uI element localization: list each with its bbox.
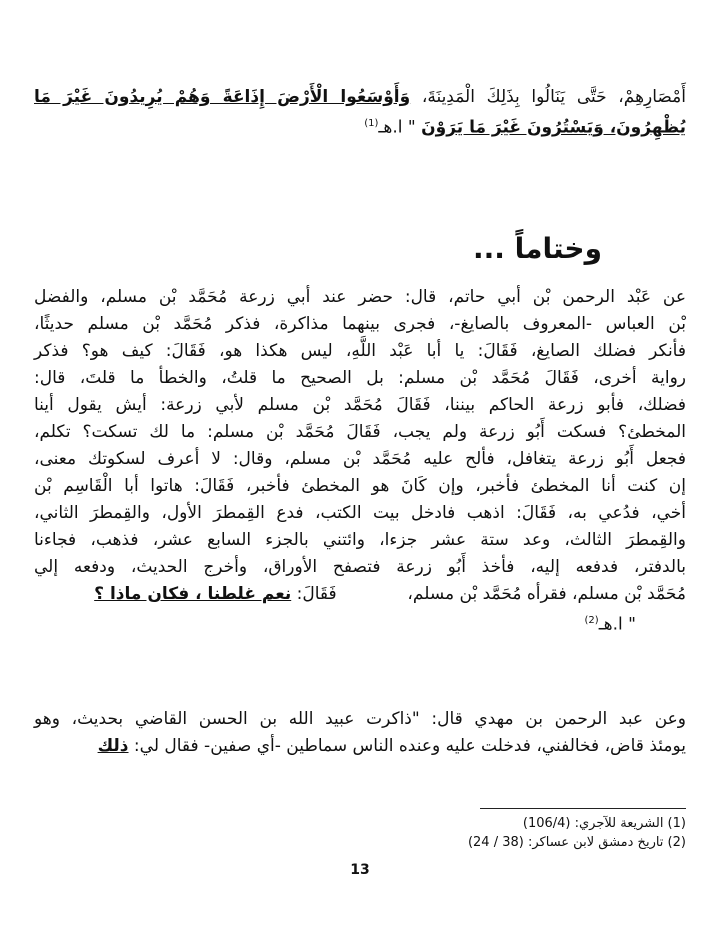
section-heading: وختاماً ... [472, 232, 602, 265]
body-line-12-emphasis: نعم غلطنا ، فكان ماذا ؟ [94, 584, 292, 604]
body-line-quote [34, 583, 686, 605]
footnote-ref-1: (1) [364, 118, 379, 129]
body-line: فضلك، فأبو زرعة الحاكم بيننا، فَقَالَ مُحَمَّد بْن مسلم لأبي زرعة: أيش يقول أينا [34, 395, 686, 415]
body-line: رواية أخرى، فَقَالَ مُحَمَّد بْن مسلم: بل الصحيح ما قلتُ، والخطأ ما قلتَ، قال: [34, 368, 686, 388]
body-line-12-said: فَقَالَ: [296, 584, 337, 604]
body-line: بالدفتر، فدفعه إليه، فأخذ أَبُو زرعة فتصفح الأوراق، وأخرج الحديث، ودفعه إلي [34, 557, 686, 577]
page-number: 13 [350, 862, 370, 878]
body-line: فأنكر فضلك الصايغ، فَقَالَ: يا أبا عَبْد اللَّهِ، ليس هكذا هو، فَقَالَ: كيف هو؟ فذكر [34, 341, 686, 361]
footnote-divider [480, 808, 686, 809]
body-line: عن عَبْد الرحمن بْن أبي حاتم، قال: حضر عند أبي زرعة مُحَمَّد بْن مسلم، والفضل [34, 287, 686, 307]
body-line: أخي، فدُعي به، فَقَالَ: اذهب فادخل بيت الكتب، فدع القِمطرَ الأول، والقِمطرَ الثاني، [34, 503, 686, 523]
body-line-13-end: " ا.هـ [598, 614, 636, 635]
top-line-1-text: أَمْصَارِهِمْ، حَتَّى يَنَالُوا بِذَلِكَ الْمَدِينَةَ، [410, 87, 687, 107]
footnote-2: (2) تاريخ دمشق لابن عساكر: (38 / 24) [467, 835, 686, 850]
footnote-ref-2: (2) [584, 615, 599, 626]
para2-line: وعن عبد الرحمن بن مهدي قال: "ذاكرت عبيد الله بن الحسن القاضي بحديث، وهو [34, 709, 686, 729]
para2-line-2 [34, 735, 686, 757]
body-line: والقِمطرَ الثالث، وعد ستة عشر جزءا، وائتني بالجزء السابع عشر، فذهب، فجاءنا [34, 530, 686, 550]
body-line-12-text: مُحَمَّد بْن مسلم، فقرأه مُحَمَّد بْن مسلم، [407, 584, 686, 604]
body-line: فجعل أَبُو زرعة يتغافل، فألح عليه مُحَمَّد بْن مسلم، وقال: لا أعرف لسكوتك معنى، [34, 449, 686, 469]
body-line: إن كنت أنا المخطئ فأخبر، وإن كَانَ هو المخطئ فأخبر، فَقَالَ: هاتوا أبا الْقَاسِم بْن [34, 476, 686, 496]
top-line-2-emphasis: يُظْهِرُونَ، وَيَسْتُرُونَ غَيْرَ مَا يَرَوْنَ [421, 117, 686, 138]
body-line-13 [585, 610, 636, 636]
para2-emphasis: ذلك [97, 736, 129, 756]
top-line-2-end: " ا.هـ [378, 117, 416, 138]
body-line: بْن العباس -المعروف بالصايغ-، فجرى بينهما مذاكرة، فذكر مُحَمَّد بْن مسلم حديثًا، [34, 314, 686, 334]
body-line: المخطئ؟ فسكت أَبُو زرعة ولم يجب، فَقَالَ مُحَمَّد بْن مسلم: ما لك تسكت؟ تكلم، [34, 422, 686, 442]
para2-line-2-text: يومئذ قاض، فخالفني، فدخلت عليه وعنده الناس سماطين -أي صفين- فقال لي: [128, 736, 686, 756]
top-line-2 [34, 113, 686, 139]
top-line-1 [34, 86, 686, 108]
top-line-1-emphasis: وَأَوْسَعُوا الْأَرْضَ إِذَاعَةً وَهُمْ يُرِيدُونَ غَيْرَ مَا [34, 87, 411, 107]
footnote-1: (1) الشريعة للآجري: (106/4) [522, 816, 686, 831]
